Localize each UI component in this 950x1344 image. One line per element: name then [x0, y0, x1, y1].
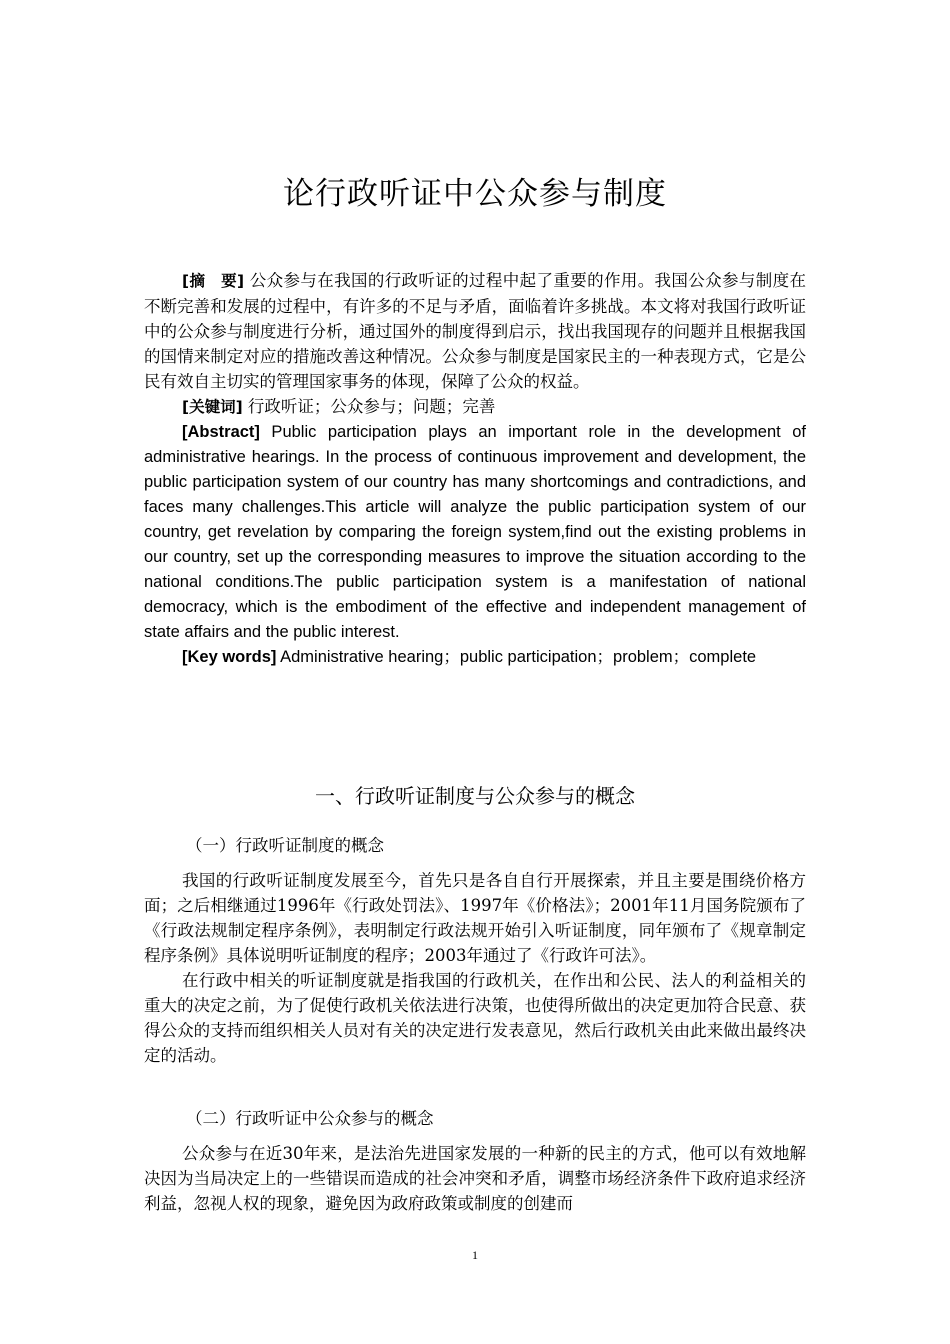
abstract-section	[144, 268, 806, 670]
paragraph: 在行政中相关的听证制度就是指我国的行政机关，在作出和公民、法人的利益相关的重大的决定之前，为了促使行政机关依法进行决策，也使得所做出的决定更加符合民意、获得公众的支持而组织相关人员对有关的决定进行发表意见，然后行政机关由此来做出最终决定的活动。	[144, 971, 806, 1065]
subsection-heading-2: （二）行政听证中公众参与的概念	[186, 1109, 434, 1128]
abstract-en-label: [Abstract]	[182, 423, 260, 441]
section-heading-1: 一、行政听证制度与公众参与的概念	[315, 784, 635, 808]
page-title: 论行政听证中公众参与制度	[283, 176, 667, 212]
abstract-cn-label: [摘 要]	[182, 272, 245, 290]
page-number: 1	[472, 1248, 478, 1262]
keywords-en-label: [Key words]	[182, 648, 277, 666]
paragraph: 公众参与在近30年来，是法治先进国家发展的一种新的民主的方式，他可以有效地解决因为当局决定上的一些错误而造成的社会冲突和矛盾，调整市场经济条件下政府追求经济利益，忽视人权的现象，避免因为政府政策或制度的创建而	[144, 1144, 806, 1213]
keywords-en-text: Administrative hearing；public participation；problem；complete	[276, 648, 757, 666]
abstract-en	[144, 420, 806, 645]
abstract-cn-text: 公众参与在我国的行政听证的过程中起了重要的作用。我国公众参与制度在不断完善和发展的过程中，有许多的不足与矛盾，面临着许多挑战。本文将对我国行政听证中的公众参与制度进行分析，通过国外的制度得到启示，找出我国现存的问题并且根据我国的国情来制定对应的措施改善这种情况。公众参与制度是国家民主的一种表现方式，它是公民有效自主切实的管理国家事务的体现，保障了公众的权益。	[144, 271, 806, 391]
subsection-1-body	[144, 868, 806, 1068]
abstract-cn	[144, 268, 806, 394]
keywords-cn-text: 行政听证；公众参与；问题；完善	[242, 397, 496, 416]
subsection-heading-1: （一）行政听证制度的概念	[186, 836, 384, 855]
keywords-en	[144, 645, 806, 670]
paragraph: 我国的行政听证制度发展至今，首先只是各自自行开展探索，并且主要是围绕价格方面；之后相继通过1996年《行政处罚法》、1997年《价格法》；2001年11月国务院颁布了《行政法规制定程序条例》，表明制定行政法规开始引入听证制度，同年颁布了《规章制定程序条例》具体说明听证制度的程序；2003年通过了《行政许可法》。	[144, 871, 806, 965]
keywords-cn-label: [关键词]	[182, 398, 243, 416]
keywords-cn	[144, 394, 806, 420]
subsection-2-body	[144, 1141, 806, 1216]
abstract-en-text: Public participation plays an important role in the development of administrative hearings. In the process of continuous improvement and development, the public participation system of our country has many shortcomings and contradictions, and faces many challenges.This article will analyze the public participation system of our country, get revelation by comparing the foreign system,find out the existing problems in our country, set up the corresponding measures to improve the situation according to the national conditions.The public participation system is a manifestation of national democracy, which is the embodiment of the effective and independent management of state affairs and the public interest.	[144, 423, 806, 641]
